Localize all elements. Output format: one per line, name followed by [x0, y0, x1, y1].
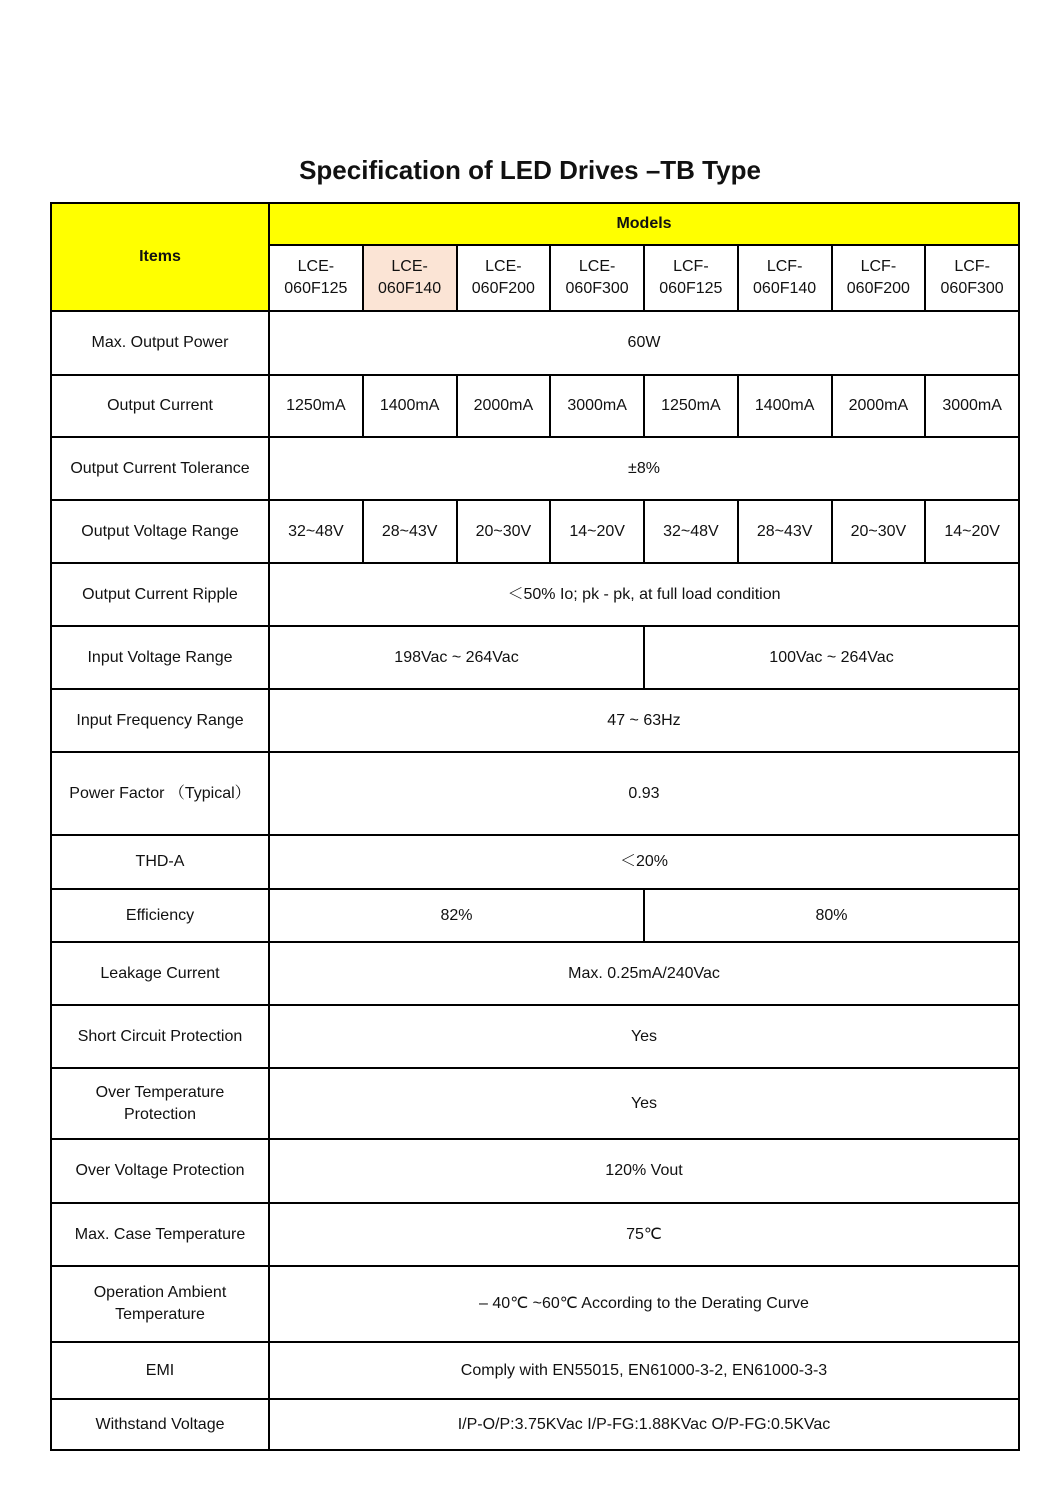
item-label: Max. Case Temperature	[51, 1203, 269, 1266]
value-cell: 1250mA	[269, 375, 363, 437]
value-cell: 3000mA	[550, 375, 644, 437]
item-label: Output Current Tolerance	[51, 437, 269, 500]
item-label	[51, 1068, 269, 1139]
value-cell: I/P-O/P:3.75KVac I/P-FG:1.88KVac O/P-FG:0.5KVac	[269, 1399, 1019, 1450]
model-code: 060F200	[471, 280, 535, 297]
value-cell: 20~30V	[832, 500, 926, 563]
item-label: Power Factor （Typical）	[51, 752, 269, 835]
value-cell: 32~48V	[644, 500, 738, 563]
item-label-line2: Temperature	[115, 1306, 205, 1323]
row-over-temperature-protection	[51, 1068, 1019, 1139]
model-cell	[269, 245, 363, 311]
value-cell: Comply with EN55015, EN61000-3-2, EN61000-3-3	[269, 1342, 1019, 1399]
value-cell: Yes	[269, 1068, 1019, 1139]
model-prefix: LCE-	[578, 258, 616, 276]
item-label: Output Current Ripple	[51, 563, 269, 626]
model-cell	[457, 245, 551, 311]
value-cell-lce: 198Vac ~ 264Vac	[269, 626, 644, 689]
row-short-circuit-protection	[51, 1005, 1019, 1068]
row-operation-ambient-temperature	[51, 1266, 1019, 1342]
item-label: Input Voltage Range	[51, 626, 269, 689]
model-cell-highlighted	[363, 245, 457, 311]
item-label: THD-A	[51, 835, 269, 889]
row-input-voltage-range	[51, 626, 1019, 689]
value-cell: 1400mA	[363, 375, 457, 437]
value-cell-lcf: 80%	[644, 889, 1019, 942]
value-cell-lce: 82%	[269, 889, 644, 942]
value-cell: 14~20V	[925, 500, 1019, 563]
item-label: EMI	[51, 1342, 269, 1399]
model-prefix: LCF-	[673, 258, 709, 276]
models-header: Models	[269, 203, 1019, 245]
row-output-current-tolerance	[51, 437, 1019, 500]
model-prefix: LCE-	[485, 258, 522, 276]
item-label: Output Current	[51, 375, 269, 437]
value-cell: 75℃	[269, 1203, 1019, 1266]
item-label: Max. Output Power	[51, 311, 269, 375]
value-cell: 20~30V	[457, 500, 551, 563]
value-cell: Yes	[269, 1005, 1019, 1068]
model-code: 060F300	[565, 280, 629, 297]
item-label: Short Circuit Protection	[51, 1005, 269, 1068]
row-leakage-current	[51, 942, 1019, 1005]
model-code: 060F140	[753, 280, 817, 297]
value-cell: – 40℃ ~60℃ According to the Derating Curve	[269, 1266, 1019, 1342]
value-cell: 2000mA	[457, 375, 551, 437]
model-cell	[832, 245, 926, 311]
value-cell: ±8%	[269, 437, 1019, 500]
model-cell	[925, 245, 1019, 311]
model-cell	[550, 245, 644, 311]
item-label: Over Voltage Protection	[51, 1139, 269, 1203]
value-cell: 60W	[269, 311, 1019, 375]
item-label	[51, 1266, 269, 1342]
row-output-current-ripple	[51, 563, 1019, 626]
row-power-factor	[51, 752, 1019, 835]
value-cell: 1400mA	[738, 375, 832, 437]
spec-table	[50, 202, 1020, 1451]
item-label-line2: Protection	[123, 1105, 197, 1123]
row-max-case-temperature	[51, 1203, 1019, 1266]
model-cell	[738, 245, 832, 311]
row-withstand-voltage	[51, 1399, 1019, 1450]
value-cell: 47 ~ 63Hz	[269, 689, 1019, 752]
value-cell: ＜20%	[269, 835, 1019, 889]
row-output-current	[51, 375, 1019, 437]
value-cell: 3000mA	[925, 375, 1019, 437]
item-label-line1: Over Temperature	[95, 1083, 225, 1101]
model-prefix: LCF-	[954, 258, 990, 276]
row-input-frequency-range	[51, 689, 1019, 752]
model-code: 060F200	[846, 280, 910, 297]
value-cell-lcf: 100Vac ~ 264Vac	[644, 626, 1019, 689]
row-efficiency	[51, 889, 1019, 942]
value-cell: 14~20V	[550, 500, 644, 563]
item-label: Output Voltage Range	[51, 500, 269, 563]
model-cell	[644, 245, 738, 311]
value-cell: 0.93	[269, 752, 1019, 835]
model-prefix: LCF-	[860, 258, 897, 276]
model-code: 060F300	[940, 280, 1004, 297]
item-label: Efficiency	[51, 889, 269, 942]
items-header: Items	[51, 203, 269, 311]
value-cell: 2000mA	[832, 375, 926, 437]
model-code: 060F125	[659, 280, 723, 297]
item-label: Input Frequency Range	[51, 689, 269, 752]
value-cell: 1250mA	[644, 375, 738, 437]
page-title: Specification of LED Drives –TB Type	[299, 155, 761, 185]
model-code: 060F140	[378, 280, 442, 297]
header-row	[51, 203, 1019, 245]
value-cell: Max. 0.25mA/240Vac	[269, 942, 1019, 1005]
model-code: 060F125	[284, 280, 348, 297]
row-max-output-power	[51, 311, 1019, 375]
value-cell: 28~43V	[363, 500, 457, 563]
row-output-voltage-range	[51, 500, 1019, 563]
row-thd-a	[51, 835, 1019, 889]
item-label-line1: Operation Ambient	[93, 1284, 227, 1302]
model-prefix: LCF-	[766, 258, 803, 276]
value-cell: 120% Vout	[269, 1139, 1019, 1203]
value-cell: 28~43V	[738, 500, 832, 563]
value-cell: ＜50% Io; pk - pk, at full load condition	[269, 563, 1019, 626]
value-cell: 32~48V	[269, 500, 363, 563]
row-emi	[51, 1342, 1019, 1399]
model-prefix: LCE-	[391, 258, 428, 276]
model-prefix: LCE-	[297, 258, 335, 276]
item-label: Withstand Voltage	[51, 1399, 269, 1450]
row-over-voltage-protection	[51, 1139, 1019, 1203]
item-label: Leakage Current	[51, 942, 269, 1005]
